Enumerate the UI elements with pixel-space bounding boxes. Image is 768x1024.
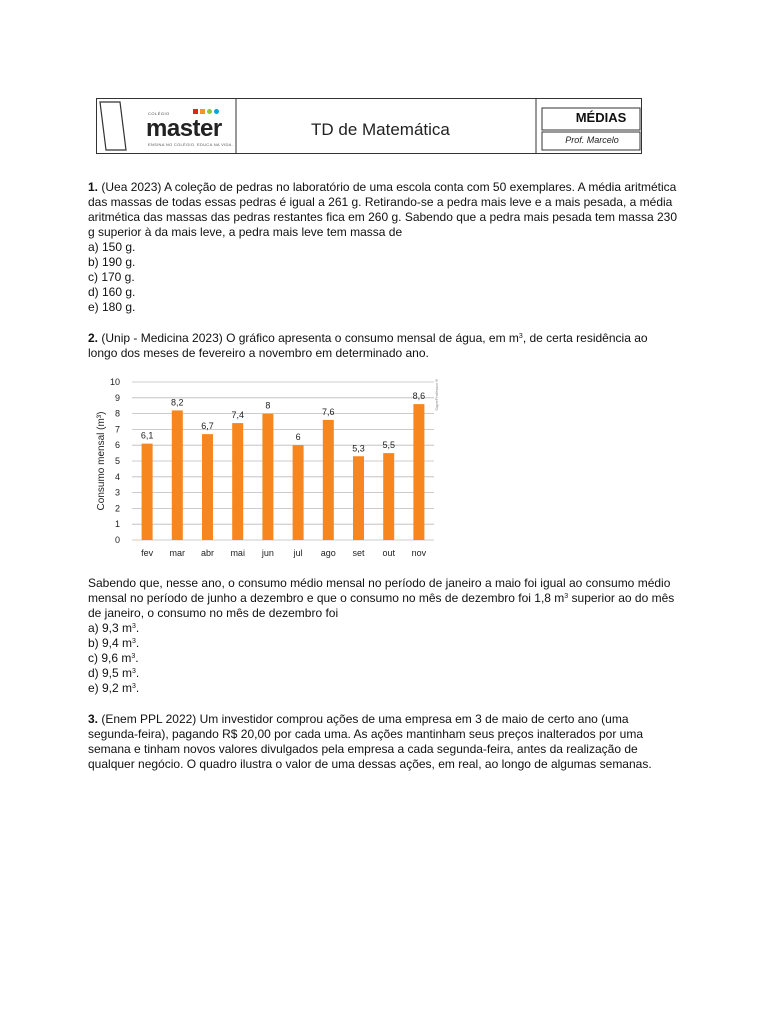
q1-option-b: b) 190 g. [88,255,136,269]
y-tick-label: 10 [109,377,120,387]
logo-square-orange [200,109,205,114]
q2-option-b: b) 9,4 $m^3$. [88,636,140,650]
x-tick-label: out [382,548,395,558]
question-1-number: 1. [88,180,99,194]
q1-option-c: c) 170 g. [88,270,135,284]
question-3-number: 3. [88,712,99,726]
question-1-statement: (Uea 2023) A coleção de pedras no laboratório de uma escola conta com 50 exemplares. A média aritmética das massas de todas essas pedras é igual a 261 g. Retirando-se a pedra mais leve e a mais pesada, a média aritmética das massas das pedras restantes fica em 260 g. Sabendo que a pedra mais pesada tem massa 230 g superior à da mais leve, a pedra mais leve tem massa de [88,180,677,239]
bar-jun [262,414,273,540]
question-3-text [88,712,678,772]
document-title: TD de Matemática [311,120,450,139]
x-tick-label: ago [320,548,336,558]
question-2-number: 2. [88,331,99,345]
question-1 [88,180,678,315]
q1-option-d: d) 160 g. [88,285,136,299]
question-2-text [88,331,678,361]
bar-nov [413,404,424,540]
question-2-after-text [88,576,678,621]
bar-out [383,453,394,540]
y-tick-label: 9 [114,392,120,403]
logo-square-red [193,109,198,114]
logo-square-green [207,109,212,114]
y-tick-label: 5 [114,456,120,466]
logo-brand: master [146,115,222,142]
chart-svg [92,372,444,562]
q1-option-e: e) 180 g. [88,300,136,314]
question-2-statement-a: (Unip - Medicina 2023) O gráfico apresenta o consumo mensal de água, em m [101,331,519,345]
x-tick-label: fev [141,548,154,558]
logo-color-squares [193,109,219,114]
question-2-after-b: superior ao do mês de janeiro, o consumo no mês de dezembro foi [88,591,675,620]
y-tick-label: 4 [114,471,120,482]
q1-option-a: a) 150 g. [88,240,136,254]
logo-tagline: ENSINA NO COLÉGIO. EDUCA NA VIDA. [148,142,234,147]
bar-ago [323,420,334,540]
question-2-continuation [88,576,678,696]
data-label: 5,3 [352,443,365,454]
data-label: 8,6 [412,391,426,402]
question-2 [88,331,678,361]
y-tick-label: 3 [114,487,120,498]
data-label: 7,6 [322,406,335,417]
bar-jul [293,445,304,540]
data-label: 5,5 [382,440,395,451]
y-tick-label: 6 [114,440,120,451]
logo-square-blue [214,109,219,114]
data-label: 7,4 [231,410,244,421]
y-axis-label: Consumo mensal (m³) [96,411,107,511]
data-label: 6 [295,432,301,443]
bar-fev [142,444,153,540]
x-tick-label: mar [169,548,186,558]
bar-mai [232,423,243,540]
chart-watermark: SuperProfessor® [434,378,439,411]
x-tick-label: set [352,548,365,558]
q2-option-c: c) 9,6 $m^3$. [88,651,139,665]
question-2-after-sup: 3 [564,593,569,600]
question-3-statement: (Enem PPL 2022) Um investidor comprou ações de uma empresa em 3 de maio de certo ano (uma segunda-feira), pagando R$ 20,00 por cada uma. As ações mantinham seus preços inalterados por uma semana e tinham novos valores divulgados pela empresa a cada segunda-feira, antes da realização de qualquer negócio. O quadro ilustra o valor de uma dessas ações, em real, ao longo de algumas semanas. [88,712,652,771]
y-tick-label: 1 [114,519,120,530]
x-tick-label: jun [261,548,274,558]
bar-mar [172,410,183,540]
y-tick-label: 7 [114,424,120,435]
question-1-text [88,180,678,240]
data-label: 8,2 [171,397,184,408]
teacher-label: Prof. Marcelo [565,135,619,145]
bar-set [353,456,364,540]
x-tick-label: jul [293,548,303,558]
water-consumption-chart [92,372,444,562]
x-tick-label: mai [230,548,245,558]
question-2-sup: 3 [518,333,523,340]
data-label: 6,7 [201,421,214,432]
data-label: 8 [265,400,271,411]
y-tick-label: 0 [114,535,120,545]
question-2-statement-b: , de certa residência ao longo dos meses de fevereiro a novembro em determinado ano. [88,331,648,360]
y-tick-label: 8 [114,408,120,419]
logo-school-label: COLÉGIO [148,111,170,116]
q2-option-d: d) 9,5 $m^3$. [88,666,140,680]
y-tick-label: 2 [114,503,120,514]
topic-label: MÉDIAS [575,110,627,125]
question-2-after-a: Sabendo que, nesse ano, o consumo médio mensal no período de janeiro a maio foi igual ao consumo médio mensal no período de junho a dezembro e que o consumo no mês de dezembro foi 1,8 m [88,576,671,605]
q2-option-a: a) 9,3 $m^3$. [88,621,140,635]
question-3 [88,712,678,772]
x-tick-label: nov [411,548,427,558]
q2-option-e: e) 9,2 $m^3$. [88,681,140,695]
bar-abr [202,434,213,540]
data-label: 6,1 [140,430,154,441]
document-header [96,98,642,154]
x-tick-label: abr [200,548,215,558]
